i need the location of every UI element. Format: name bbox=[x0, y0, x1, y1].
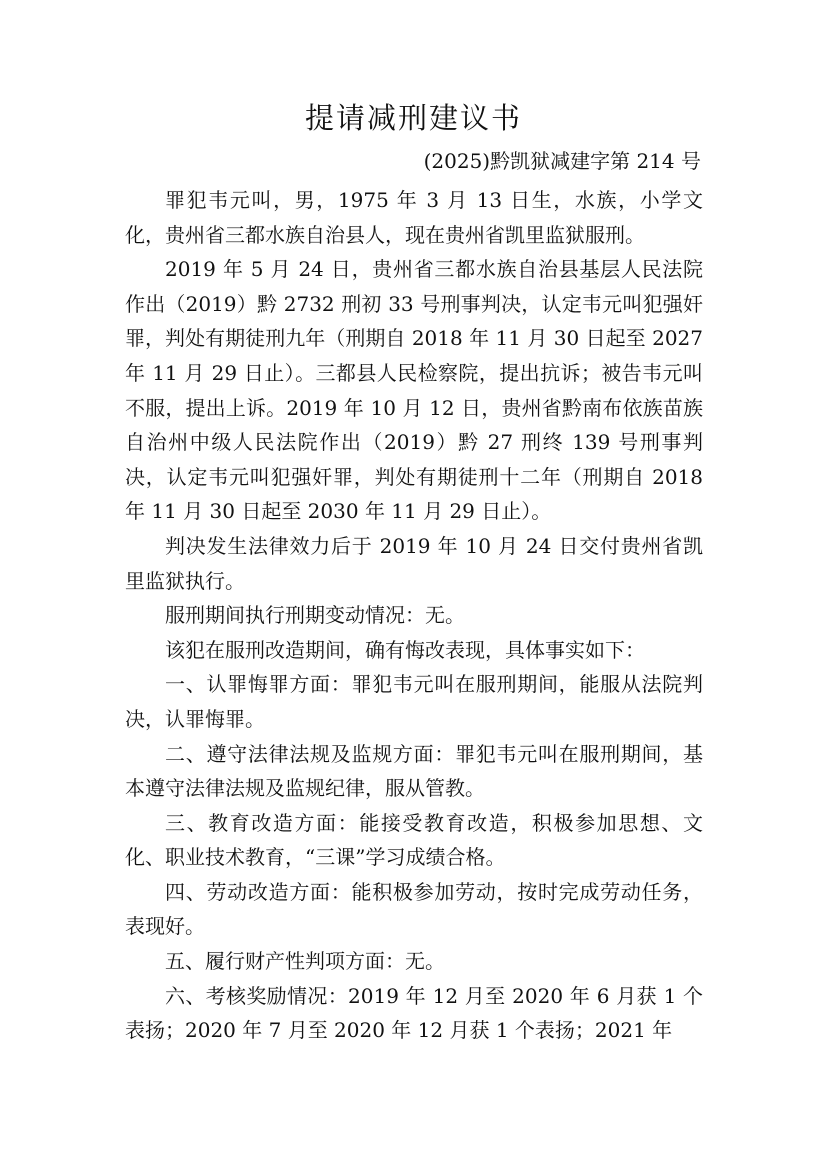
paragraph-execution: 判决发生法律效力后于 2019 年 10 月 24 日交付贵州省凯里监狱执行。 bbox=[125, 533, 703, 593]
paragraph-rewards: 六、考核奖励情况：2019 年 12 月至 2020 年 6 月获 1 个表扬；2020 年 7 月至 2020 年 12 月获 1 个表扬；2021 年 bbox=[125, 983, 703, 1043]
document-number: (2025)黔凯狱减建字第 214 号 bbox=[423, 149, 701, 173]
paragraph-judgment-history: 2019 年 5 月 24 日，贵州省三都水族自治县基层人民法院作出（2019）黔 2732 刑初 33 号刑事判决，认定韦元叫犯强奸罪，判处有期徒刑九年（刑期自 2018 年 11 月 30 日起至 2027 年 11 月 29 日止）。三都县人民检察院，提出抗诉；被告韦元叫不服，提出上诉。2019 年 10 月 12 日，贵州省黔南布依族苗族自治州中级人民法院作出（2019）黔 27 刑终 139 号刑事判决，认定韦元叫犯强奸罪，判处有期徒刑十二年（刑期自 2018 年 11 月 30 日起至 2030 年 11 月 29 日止）。 bbox=[125, 257, 703, 524]
paragraph-education: 三、教育改造方面：能接受教育改造，积极参加思想、文化、职业技术教育，“三课”学习成绩合格。 bbox=[125, 810, 703, 870]
paragraph-labor: 四、劳动改造方面：能积极参加劳动，按时完成劳动任务，表现好。 bbox=[125, 879, 703, 939]
paragraph-sentence-changes: 服刑期间执行刑期变动情况：无。 bbox=[165, 603, 465, 628]
document-title: 提请减刑建议书 bbox=[304, 101, 522, 135]
document-body bbox=[125, 183, 703, 1048]
paragraph-repentance: 一、认罪悔罪方面：罪犯韦元叫在服刑期间，能服从法院判决，认罪悔罪。 bbox=[125, 672, 703, 731]
paragraph-facts-intro: 该犯在服刑改造期间，确有悔改表现，具体事实如下： bbox=[165, 637, 645, 662]
paragraph-property: 五、履行财产性判项方面：无。 bbox=[165, 949, 445, 974]
paragraph-law-compliance: 二、遵守法律法规及监规方面：罪犯韦元叫在服刑期间，基本遵守法律法规及监规纪律，服从管教。 bbox=[125, 741, 703, 801]
paragraph-offender-info: 罪犯韦元叫，男，1975 年 3 月 13 日生，水族，小学文化，贵州省三都水族自治县人，现在贵州省凯里监狱服刑。 bbox=[125, 188, 703, 247]
